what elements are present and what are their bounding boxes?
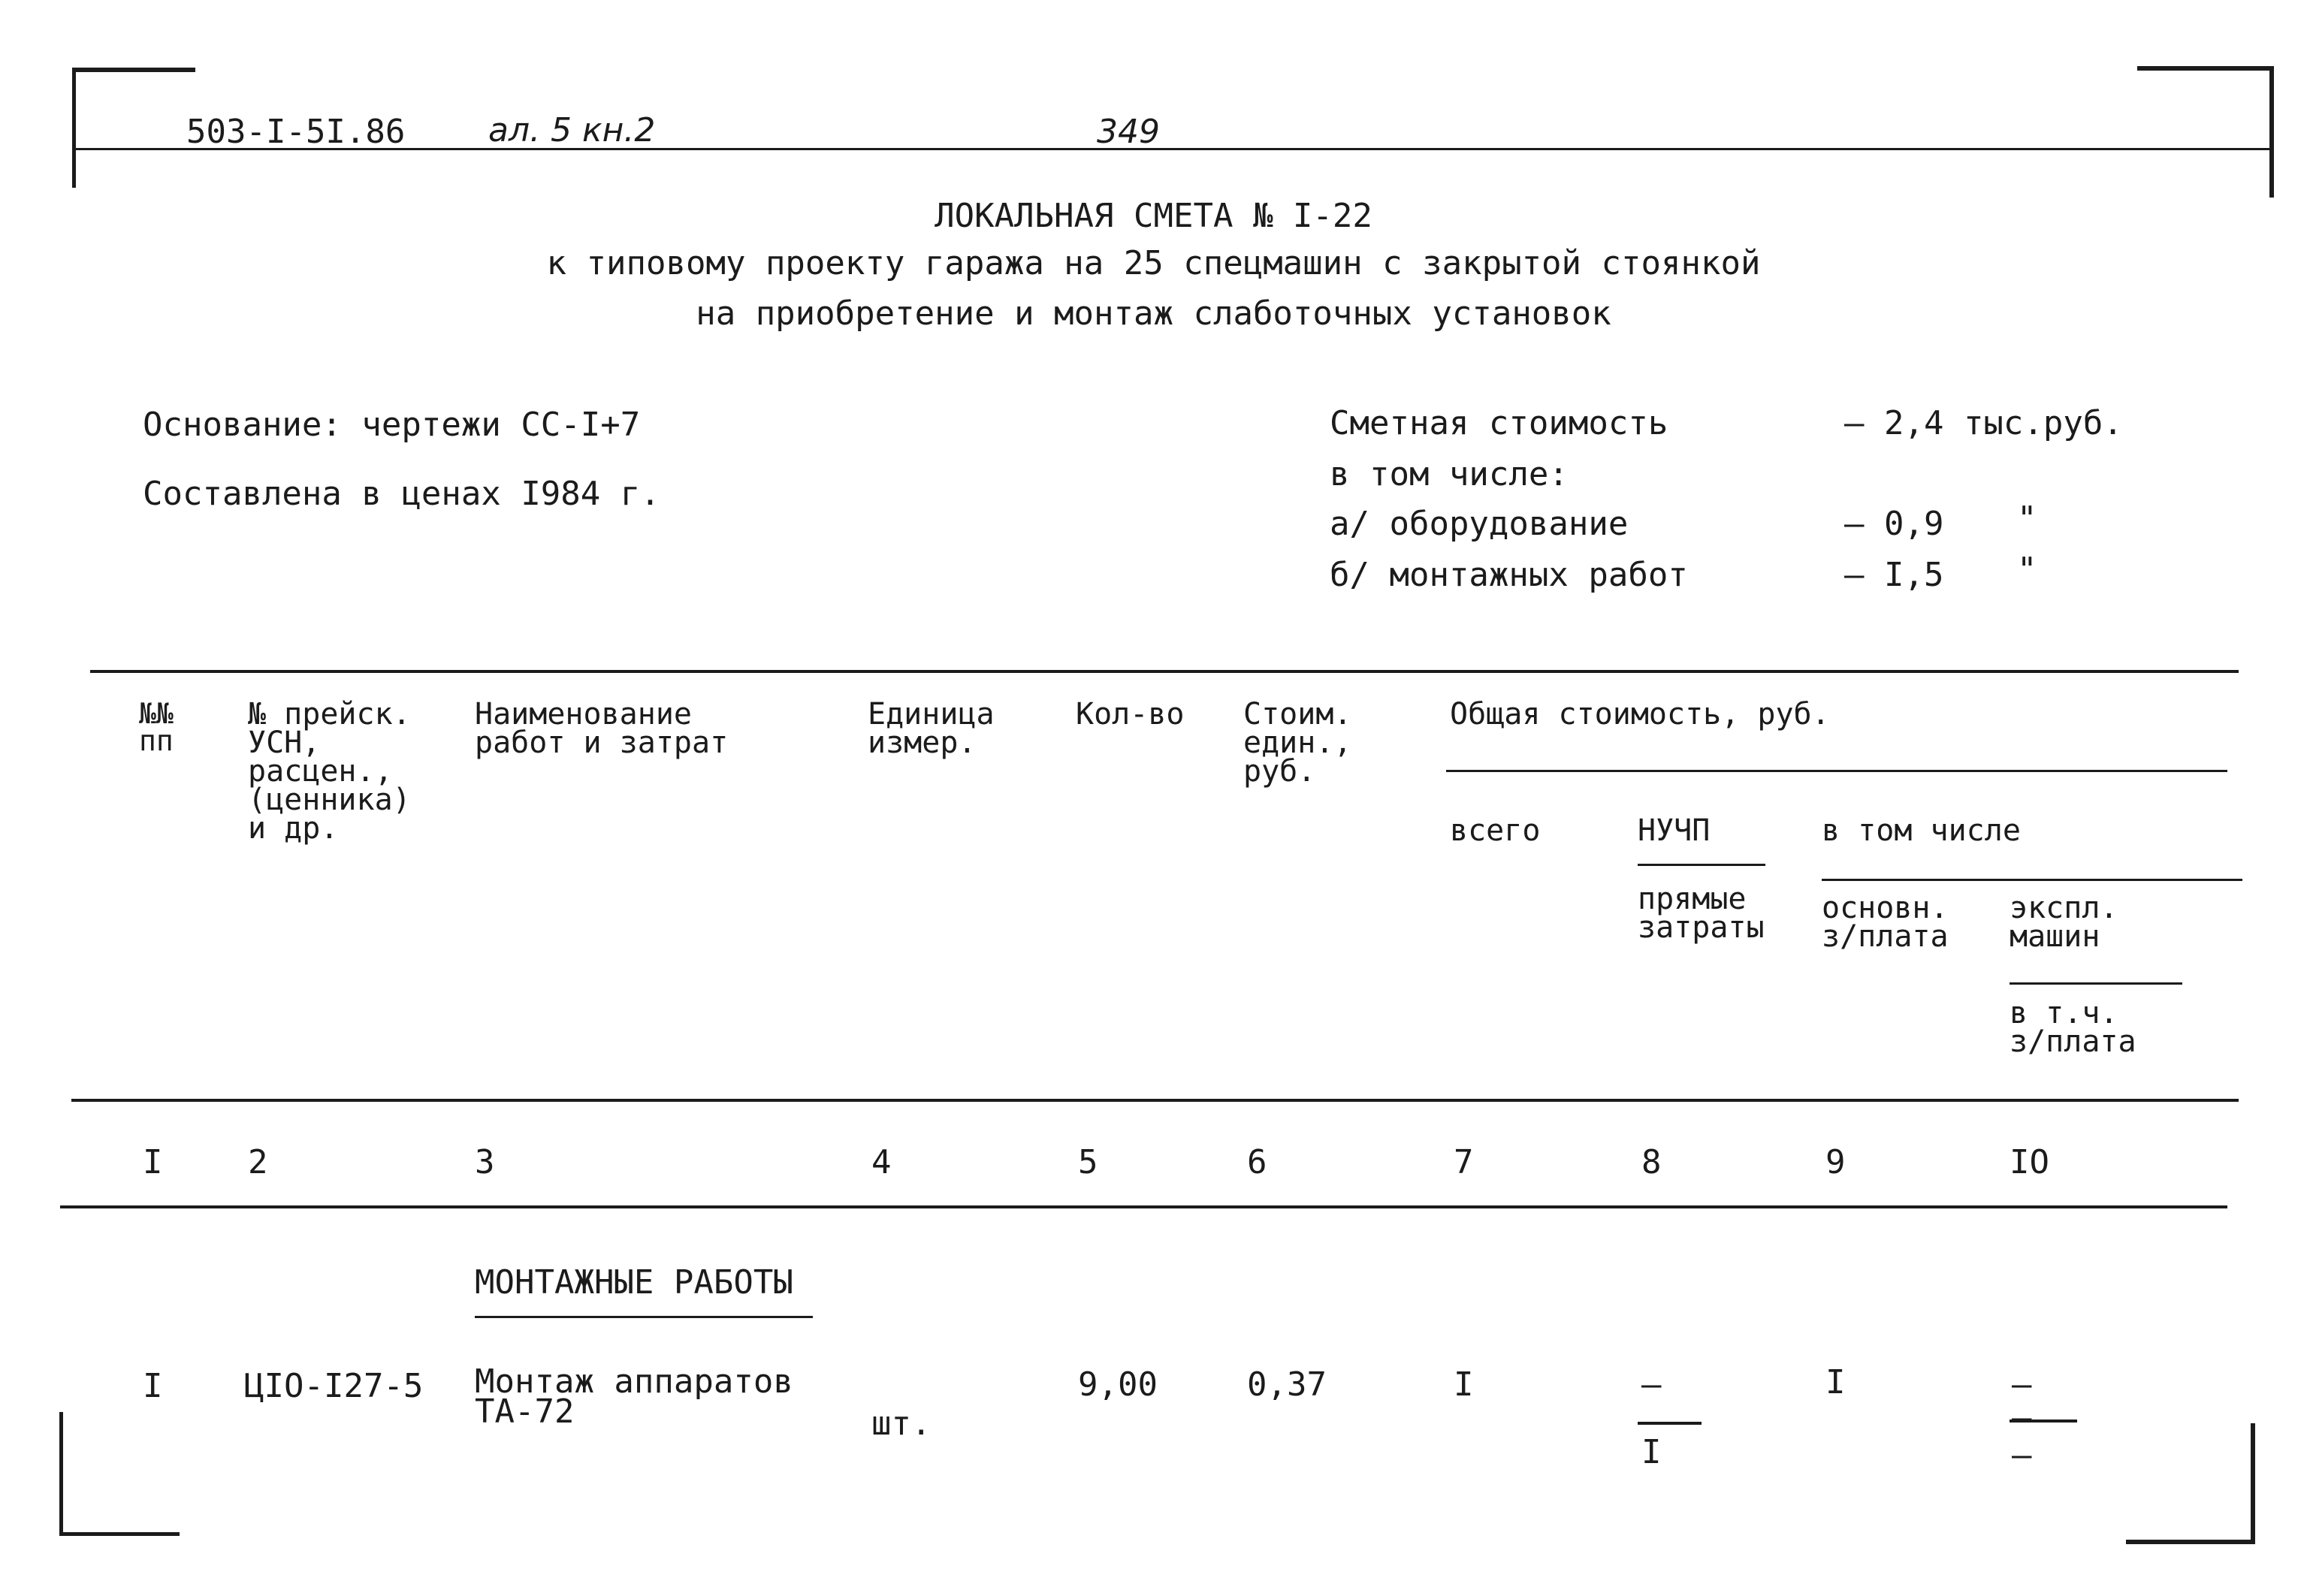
header-in-that: в том числе	[1822, 813, 2021, 848]
column-number-3: 3	[475, 1143, 495, 1181]
album-reference: ал. 5 кн.2	[488, 111, 656, 149]
installation-ditto-mark: "	[2017, 551, 2037, 589]
row-1-nuchp-divider	[1638, 1422, 1702, 1425]
row-1-nuchp-bottom: I	[1641, 1433, 1662, 1471]
row-1-machine-bottom: –	[2012, 1436, 2032, 1474]
row-1-number: I	[143, 1367, 163, 1405]
column-number-10: IO	[2010, 1143, 2049, 1181]
estimated-cost-value: – 2,4 тыс.руб.	[1844, 404, 2123, 442]
column-number-2: 2	[248, 1143, 268, 1181]
frame-top-right-v	[2269, 66, 2274, 198]
document-subtitle-2: на приобретение и монтаж слаботочных установок	[696, 294, 1611, 333]
column-number-9: 9	[1825, 1143, 1846, 1181]
document-title: ЛОКАЛЬНАЯ СМЕТА № I-22	[935, 197, 1372, 235]
header-work-name: Наименование работ и затрат	[475, 697, 729, 760]
total-cost-underline	[1446, 770, 2227, 772]
frame-top-right-h	[2137, 66, 2274, 71]
frame-bottom-right-h	[2126, 1540, 2255, 1544]
header-unit-cost: Стоим. един., руб.	[1243, 697, 1352, 789]
header-nuchp: НУЧП	[1638, 813, 1711, 848]
estimated-cost-label: Сметная стоимость	[1330, 404, 1668, 442]
column-number-5: 5	[1078, 1143, 1098, 1181]
including-label: в том числе:	[1330, 455, 1569, 493]
equipment-ditto-mark: "	[2017, 499, 2037, 538]
section-title-underline	[475, 1316, 813, 1318]
row-1-unit-cost: 0,37	[1247, 1365, 1327, 1404]
row-1-work-name: Монтаж аппаратов ТА-72	[475, 1362, 793, 1431]
header-total-cost: Общая стоимость, руб.	[1450, 697, 1830, 732]
row-1-nuchp-top: –	[1641, 1365, 1662, 1404]
column-number-7: 7	[1454, 1143, 1474, 1181]
row-1-code: ЦIО-I27-5	[244, 1367, 424, 1405]
equipment-value: – 0,9	[1844, 505, 1944, 543]
row-1-unit: шт.	[871, 1404, 932, 1443]
table-header-bottom-rule	[71, 1099, 2239, 1102]
section-title: МОНТАЖНЫЕ РАБОТЫ	[475, 1263, 793, 1302]
row-1-quantity: 9,00	[1078, 1365, 1158, 1404]
column-numbers-bottom-rule	[60, 1205, 2227, 1208]
row-1-machine-mid: –	[2012, 1398, 2032, 1437]
header-machine-wage: в т.ч. з/плата	[2010, 996, 2136, 1059]
header-total: всего	[1450, 813, 1541, 848]
installation-label: б/ монтажных работ	[1330, 556, 1688, 594]
header-direct-costs: прямые затраты	[1638, 882, 1765, 945]
column-number-4: 4	[871, 1143, 892, 1181]
column-number-1: I	[143, 1143, 163, 1181]
basis-text: Основание: чертежи СС-I+7	[143, 406, 641, 444]
frame-bottom-right-v	[2251, 1423, 2255, 1543]
header-machine-operation: экспл. машин	[2010, 891, 2118, 954]
header-row-number: №№ пп	[139, 697, 174, 757]
row-1-total: I	[1454, 1365, 1474, 1404]
installation-value: – I,5	[1844, 556, 1944, 594]
row-1-basic-wage: I	[1825, 1363, 1846, 1401]
machine-underline	[2010, 982, 2182, 985]
prices-text: Составлена в ценах I984 г.	[143, 475, 660, 513]
equipment-label: а/ оборудование	[1330, 505, 1629, 543]
document-subtitle-1: к типовому проекту гаража на 25 спецмашин с закрытой стоянкой	[546, 244, 1761, 282]
header-quantity: Кол-во	[1076, 697, 1185, 732]
nuchp-underline	[1638, 864, 1765, 866]
header-unit: Единица измер.	[868, 697, 995, 760]
column-number-6: 6	[1247, 1143, 1267, 1181]
frame-bottom-left-h	[59, 1532, 180, 1536]
column-number-8: 8	[1641, 1143, 1662, 1181]
table-top-rule	[90, 670, 2239, 673]
frame-top-left-h	[72, 68, 195, 72]
in-that-underline	[1822, 879, 2242, 881]
frame-top-left-v	[72, 68, 76, 188]
doc-code: 503-I-5I.86	[186, 113, 406, 151]
header-price-list-number: № прейск. УСН, расцен., (ценника) и др.	[248, 697, 411, 846]
page-number: 349	[1097, 113, 1160, 151]
frame-bottom-left-v	[59, 1412, 63, 1536]
row-1-machine-top: –	[2012, 1365, 2032, 1404]
header-basic-wage: основн. з/плата	[1822, 891, 1949, 954]
